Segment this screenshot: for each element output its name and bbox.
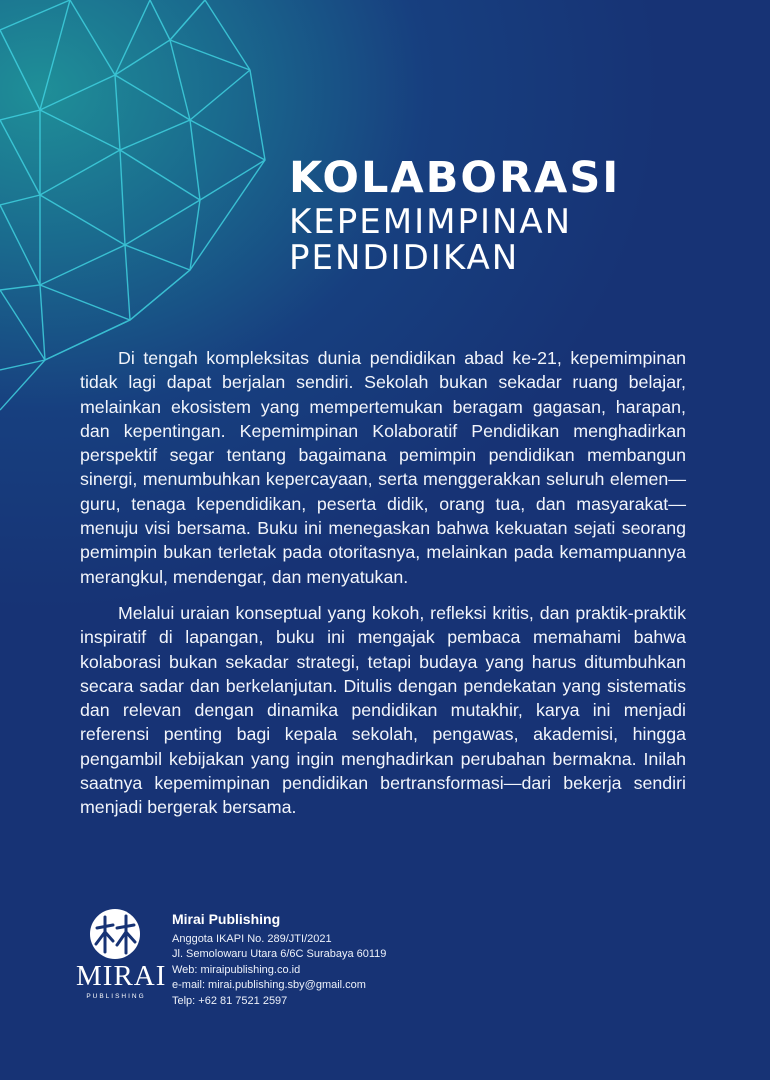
logo-tagline: PUBLISHING [86, 993, 146, 1000]
publisher-address: Jl. Semolowaru Utara 6/6C Surabaya 60119 [172, 948, 387, 961]
publisher-web: Web: miraipublishing.co.id [172, 963, 301, 976]
logo-wordmark: MIRAI [76, 960, 167, 992]
publisher-name: Mirai Publishing [172, 911, 281, 927]
publisher-email: e-mail: mirai.publishing.sby@gmail.com [172, 979, 366, 992]
publisher-phone: Telp: +62 81 7521 2597 [172, 994, 288, 1007]
publisher-member: Anggota IKAPI No. 289/JTI/2021 [172, 933, 332, 945]
blurb-paragraph-2: Melalui uraian konseptual yang kokoh, refleksi kritis, dan praktik-praktik inspiratif di lapangan, buku ini mengajak pembaca memahami bahwa kolaborasi bukan sekadar strategi, tetapi budaya yang harus ditumbuhkan secara sadar dan berkelanjutan. Ditulis dengan pendekatan yang sistematis dan relevan dengan dinamika pendidikan mutakhir, karya ini menjadi referensi penting bagi kepala sekolah, pengawas, akademisi, hingga pengambil kebijakan yang ingin menghadirkan perubahan bermakna. Inilah saatnya kepemimpinan pendidikan bertransformasi—dari bekerja sendiri menjadi bergerak bersama. [80, 602, 686, 818]
mirai-brush-glyph-icon [89, 908, 141, 960]
title-main: KOLABORASI [289, 153, 621, 203]
book-title [289, 152, 709, 276]
title-sub-line2: PENDIDIKAN [289, 238, 520, 278]
publisher-info [172, 910, 532, 1009]
title-sub-line1: KEPEMIMPINAN [289, 202, 573, 242]
book-blurb [80, 346, 686, 832]
blurb-paragraph-1: Di tengah kompleksitas dunia pendidikan abad ke-21, kepemimpinan tidak lagi dapat berjalan sendiri. Sekolah bukan sekadar ruang belajar, melainkan ekosistem yang mempertemukan beragam gagasan, harapan, dan kepentingan. Kepemimpinan Kolaboratif Pendidikan menghadirkan perspektif segar tentang bagaimana pemimpin pendidikan membangun sinergi, menumbuhkan kepercayaan, serta menggerakkan seluruh elemen—guru, tenaga kependidikan, peserta didik, orang tua, dan masyarakat—menuju visi bersama. Buku ini menegaskan bahwa kekuatan sejati seorang pemimpin bukan terletak pada otoritasnya, melainkan pada kemampuannya merangkul, mendengar, dan menyatukan. [80, 348, 686, 587]
publisher-logo [76, 908, 167, 1004]
